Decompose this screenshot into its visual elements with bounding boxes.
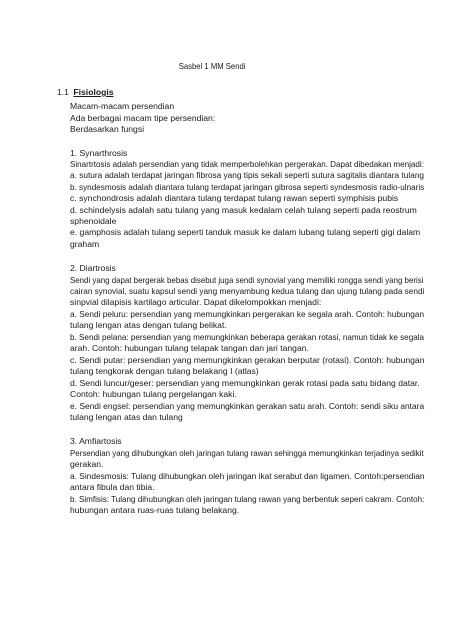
synarthrosis-item: a. sutura adalah terdapat jaringan fibrosa yang tipis sekali seperti sutura sagitalis diantara tulang — [70, 170, 425, 180]
diartrosis-line: cairan synovial, suatu kapsul sendi yang menyambung kedua tulang dan ujung tulang pada sendi — [70, 286, 425, 296]
amfiartosis-line: antara fibula dan tibia. — [70, 482, 155, 492]
synarthrosis-item: b. syndesmosis adalah diantara tulang terdapat jaringan gibrosa seperti syndesmosis radio-ulnaris — [70, 182, 425, 192]
intro-line: Ada berbagai macam tipe persendian: — [70, 113, 216, 123]
section-heading — [57, 87, 114, 98]
intro-line: Macam-macam persendian — [70, 101, 175, 111]
diartrosis-line: d. Sendi luncur/geser: persendian yang memungkinkan gerak rotasi pada satu bidang datar. — [70, 378, 420, 388]
synarthrosis-item: c. synchondrosis adalah diantara tulang terdapat tulang rawan seperti symphisis pubis — [70, 193, 399, 203]
diartrosis-line: Sendi yang dapat bergerak bebas disebut juga sendi synovial yang memiliki rongga sendi yang berisi — [70, 275, 424, 285]
section-label: Fisiologis — [73, 87, 114, 97]
amfiartosis-line: gerakan. — [70, 459, 104, 469]
amfiartosis-line: hubungan antara ruas-ruas tulang belakang. — [70, 505, 240, 515]
section-number: 1.1 — [57, 87, 69, 97]
amfiartosis-heading: 3. Amfiartosis — [70, 436, 122, 446]
amfiartosis-line: Persendian yang dihubungkan oleh jaringan tulang rawan sehingga memungkinkan terjadinya sedikit — [70, 448, 424, 458]
document-title: Sasbel 1 MM Sendi — [178, 61, 246, 71]
diartrosis-heading: 2. Diartrosis — [70, 263, 116, 273]
synarthrosis-item: e. gamphosis adalah tulang seperti tanduk masuk ke dalam lubang tulang seperti gigi dalam — [70, 227, 421, 237]
amfiartosis-line: a. Sindesmosis: Tulang dihubungkan oleh jaringan ikat serabut dan ligamen. Contoh:persendian — [70, 471, 425, 481]
intro-line: Berdasarkan fungsi — [70, 124, 145, 134]
synarthrosis-item: d. schindelysis adalah satu tulang yang masuk kedalam celah tulang seperti pada reostrum — [70, 205, 417, 215]
synarthrosis-heading: 1. Synarthrosis — [70, 148, 128, 158]
diartrosis-line: e. Sendi engsel: persendian yang memungkinkan gerakan satu arah. Contoh: sendi siku antara — [70, 401, 425, 411]
diartrosis-line: tulang tengkorak dengan tulang belakang I (atlas) — [70, 366, 259, 376]
amfiartosis-line: b. Simfisis: Tulang dihubungkan oleh jaringan tulang rawan yang berbentuk seperi cakram. Contoh: — [70, 494, 425, 504]
diartrosis-line: tulang lengan atas dan tulang — [70, 412, 183, 422]
diartrosis-line: b. Sendi pelana: persendian yang memungkinkan beberapa gerakan rotasi, namun tidak ke segala — [70, 332, 425, 342]
diartrosis-line: sinpvial dilapisis kartilago articular. Dapat dikelompokkan menjadi: — [70, 297, 322, 307]
synarthrosis-desc: Sinartrtosis adalah persendian yang tidak memperbolehkan pergerakan. Dapat dibedakan menjadi: — [70, 159, 424, 169]
diartrosis-line: a. Sendi peluru: persendian yang memungkinkan pergerakan ke segala arah. Contoh: hubungan — [70, 309, 425, 319]
synarthrosis-item: sphenoidale — [70, 216, 117, 226]
diartrosis-line: Contoh: hubungan tulang pergelangan kaki. — [70, 389, 237, 399]
diartrosis-line: tulang lengan atas dengan tulang belikat. — [70, 320, 227, 330]
synarthrosis-item: graham — [70, 239, 100, 249]
diartrosis-line: arah. Contoh: hubungan tulang telapak tangan dan jari tangan. — [70, 343, 309, 353]
diartrosis-line: c. Sendi putar: persendian yang memungkinkan gerakan berputar (rotasi). Contoh: hubungan — [70, 355, 425, 365]
